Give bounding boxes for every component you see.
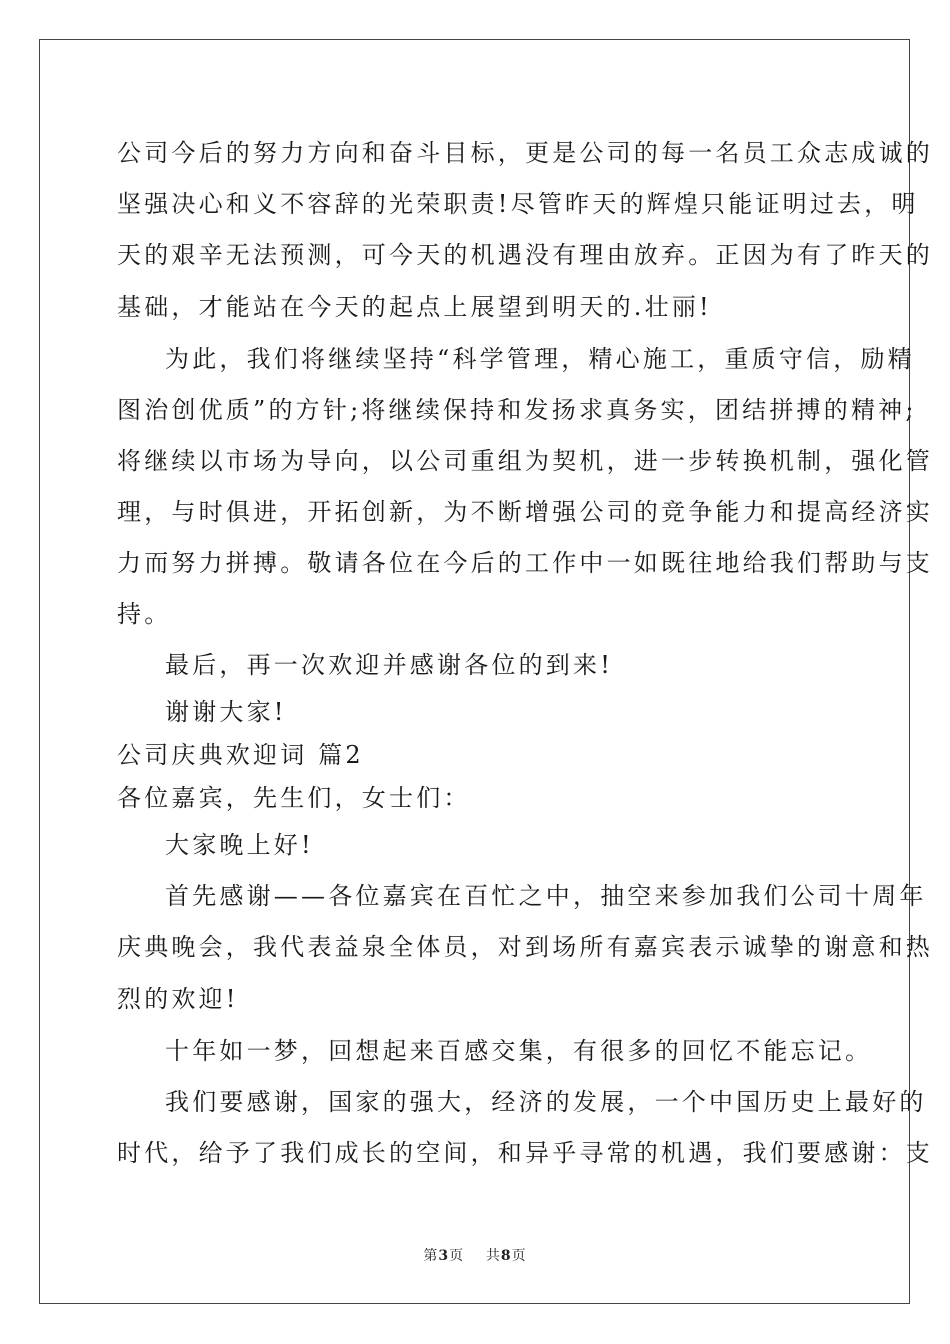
text-line: 十年如一梦，回想起来百感交集，有很多的回忆不能忘记。 [165,1037,873,1065]
text-line: 大家晚上好! [165,831,314,859]
text-line: 公司今后的努力方向和奋斗目标，更是公司的每一名员工众志成诚的 [117,139,933,167]
section-heading: 公司庆典欢迎词 篇2 [117,741,364,769]
page-number: 3 [438,1248,450,1264]
text-line: 理，与时俱进，开拓创新，为不断增强公司的竞争能力和提高经济实 [117,498,933,526]
page-footer [0,1245,950,1265]
page-prefix: 第 [423,1248,439,1264]
text-line: 将继续以市场为导向，以公司重组为契机，进一步转换机制，强化管 [117,447,933,475]
total-suffix: 页 [511,1248,527,1264]
text-line: 基础，才能站在今天的起点上展望到明天的.壮丽! [117,293,712,321]
text-line: 坚强决心和义不容辞的光荣职责!尽管昨天的辉煌只能证明过去，明 [117,190,919,218]
text-line: 谢谢大家! [165,698,287,726]
text-line: 烈的欢迎! [117,985,239,1013]
text-line: 天的艰辛无法预测，可今天的机遇没有理由放弃。正因为有了昨天的 [117,241,933,269]
text-line: 力而努力拼搏。敬请各位在今后的工作中一如既往地给我们帮助与支 [117,549,933,577]
text-line: 持。 [117,600,172,628]
text-line: 庆典晚会，我代表益泉全体员，对到场所有嘉宾表示诚挚的谢意和热 [117,933,933,961]
salutation: 各位嘉宾，先生们，女士们： [117,784,471,812]
text-line: 为此，我们将继续坚持“科学管理，精心施工，重质守信，励精 [165,345,915,373]
text-line: 我们要感谢，国家的强大，经济的发展，一个中国历史上最好的 [165,1088,927,1116]
page-suffix: 页 [449,1248,465,1264]
total-pages: 8 [500,1248,512,1264]
text-line: 图治创优质”的方针;将继续保持和发扬求真务实，团结拼搏的精神; [117,396,917,424]
text-line: 最后，再一次欢迎并感谢各位的到来! [165,651,614,679]
total-prefix: 共 [485,1248,501,1264]
document-body [117,128,933,1179]
text-line: 首先感谢——各位嘉宾在百忙之中，抽空来参加我们公司十周年 [165,882,927,910]
text-line: 时代，给予了我们成长的空间，和异乎寻常的机遇，我们要感谢：支 [117,1139,933,1167]
